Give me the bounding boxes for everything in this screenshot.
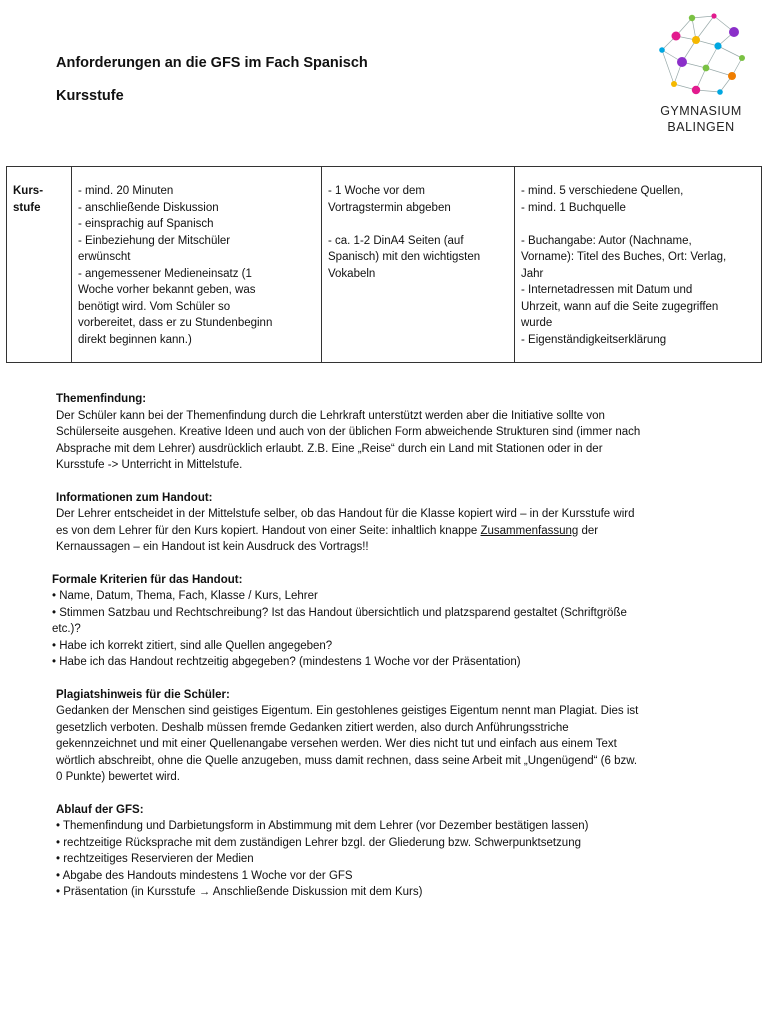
paragraph-line: Absprache mit dem Lehrer) ausdrücklich erlaubt. Z.B. Eine „Reise“ durch ein Land mit Stationen oder in der (56, 442, 603, 455)
cell-line: - einsprachig auf Spanisch (78, 218, 214, 230)
section-heading: Formale Kriterien für das Handout: (52, 573, 243, 586)
cell-line: - ca. 1-2 DinA4 Seiten (auf (328, 234, 464, 247)
table-row (7, 167, 762, 363)
paragraph-line: Gedanken der Menschen sind geistiges Eigentum. Ein gestohlenes geistiges Eigentum nennt man Plagiat. Dies ist (56, 705, 639, 717)
underlined-term: Zusammenfassung (480, 524, 579, 537)
paragraph-line: Kursstufe -> Unterricht in Mittelstufe. (56, 459, 243, 471)
logo-dot (703, 65, 710, 72)
logo-dot (689, 15, 695, 21)
row-label-cell (7, 167, 72, 363)
cell-line: erwünscht (78, 251, 131, 263)
text-run: der (578, 524, 599, 537)
list-item: • rechtzeitige Rücksprache mit dem zuständigen Lehrer bzgl. der Gliederung bzw. Schwerpunktsetzung (56, 836, 581, 849)
paragraph-line: gekennzeichnet und mit einer Quellenangabe versehen werden. Wer dies nicht tut und einfach aus einem Text (56, 738, 617, 750)
list-item: • rechtzeitiges Reservieren der Medien (56, 853, 254, 865)
logo-dot (692, 36, 700, 44)
list-item: • Präsentation (in Kursstufe → Anschließende Diskussion mit dem Kurs) (56, 886, 423, 898)
page-subtitle: Kursstufe (56, 88, 124, 104)
logo-network-lines (662, 16, 742, 92)
logo-dot (692, 86, 700, 94)
logo-dot (739, 55, 745, 61)
logo-dot (714, 42, 721, 49)
section-plagiat (56, 687, 724, 786)
paragraph-line: wörtlich abschreibt, ohne die Quelle anzugeben, muss damit rechnen, dass seine Arbeit mit „Ungenügend“ (6 bzw. (56, 754, 638, 767)
cell-line: Vortragstermin abgeben (328, 201, 451, 214)
logo-dot (729, 27, 739, 37)
logo-dot (672, 32, 681, 41)
section-ablauf (56, 802, 724, 901)
section-heading: Themenfindung: (56, 393, 147, 405)
section-kriterien (52, 572, 724, 671)
logo-dot (717, 89, 723, 95)
section-heading: Ablauf der GFS: (56, 803, 144, 816)
row-label-line: Kurs- (13, 185, 44, 197)
logo-text-line1: GYMNASIUM (660, 104, 742, 118)
cell-line: - Eigenständigkeitserklärung (521, 333, 667, 346)
cell-line: direkt beginnen kann.) (78, 333, 192, 346)
list-item: • Habe ich korrekt zitiert, sind alle Quellen angegeben? (52, 639, 333, 652)
paragraph-line: Der Lehrer entscheidet in der Mittelstufe selber, ob das Handout für die Klasse kopiert wird – in der Kursstufe wird (56, 508, 635, 520)
cell-line: Spanisch) mit den wichtigsten (328, 251, 481, 263)
list-item: • Stimmen Satzbau und Rechtschreibung? Ist das Handout übersichtlich und platzsparend gestaltet (Schriftgröße (52, 606, 627, 619)
cell-line: vorbereitet, dass er zu Stundenbeginn (78, 317, 273, 329)
cell-line: Uhrzeit, wann auf die Seite zugegriffen (521, 300, 719, 313)
cell-line: - angemessener Medieneinsatz (1 (78, 267, 252, 280)
page-title: Anforderungen an die GFS im Fach Spanisch (56, 55, 368, 71)
logo-dot (659, 47, 665, 53)
cell-line: - anschließende Diskussion (78, 201, 219, 214)
paragraph-line: Kernaussagen – ein Handout ist kein Ausdruck des Vortrags!! (56, 541, 369, 553)
logo-text-line2: BALINGEN (667, 120, 735, 134)
cell-line: - Einbeziehung der Mitschüler (78, 234, 231, 247)
section-heading: Informationen zum Handout: (56, 491, 213, 504)
section-heading: Plagiatshinweis für die Schüler: (56, 688, 230, 701)
logo-dot (671, 81, 677, 87)
cell-line: Woche vorher bekannt geben, was (78, 284, 256, 296)
list-item: • Name, Datum, Thema, Fach, Klasse / Kurs, Lehrer (52, 590, 318, 602)
logo-dot (728, 72, 736, 80)
requirements-table (6, 166, 762, 363)
paragraph-line (56, 523, 724, 540)
section-handout (56, 490, 724, 556)
logo-dot (677, 57, 687, 67)
section-themenfindung (56, 391, 724, 474)
list-item: • Habe ich das Handout rechtzeitig abgegeben? (mindestens 1 Woche vor der Präsentation) (52, 656, 521, 668)
logo-dot (711, 13, 716, 18)
cell-line: - mind. 5 verschiedene Quellen, (521, 185, 684, 197)
row-label-line: stufe (13, 201, 41, 214)
list-item: • Themenfindung und Darbietungsform in Abstimmung mit dem Lehrer (vor Dezember bestätigen lassen) (56, 820, 589, 832)
paragraph-line: gesetzlich verboten. Deshalb müssen fremde Gedanken zitiert werden, also durch Anführungsstriche (56, 721, 569, 734)
cell-line: Vokabeln (328, 267, 376, 280)
list-item: etc.)? (52, 623, 81, 635)
text-run: es von dem Lehrer für den Kurs kopiert. Handout von einer Seite: inhaltlich knappe (56, 524, 481, 537)
cell-line: - mind. 20 Minuten (78, 185, 174, 197)
cell-line: benötigt wird. Vom Schüler so (78, 300, 231, 313)
cell-line: wurde (521, 317, 553, 329)
document-body (52, 391, 724, 917)
sources-cell (515, 167, 762, 363)
presentation-cell (72, 167, 322, 363)
paragraph-line: Schülerseite ausgehen. Kreative Ideen und auch von der üblichen Form abweichende Strukturen sind (immer nach (56, 426, 641, 438)
cell-line: Vorname): Titel des Buches, Ort: Verlag, (521, 251, 727, 263)
cell-line: - Buchangabe: Autor (Nachname, (521, 234, 692, 247)
cell-line: - Internetadressen mit Datum und (521, 284, 693, 296)
list-item: • Abgabe des Handouts mindestens 1 Woche vor der GFS (56, 869, 353, 882)
cell-line: Jahr (521, 267, 544, 280)
cell-line: - mind. 1 Buchquelle (521, 201, 626, 214)
paragraph-line: 0 Punkte) bewertet wird. (56, 771, 181, 783)
cell-line: - 1 Woche vor dem (328, 185, 425, 197)
paragraph-line: Der Schüler kann bei der Themenfindung durch die Lehrkraft unterstützt werden aber die Initiative sollte von (56, 409, 605, 422)
handout-cell (322, 167, 515, 363)
